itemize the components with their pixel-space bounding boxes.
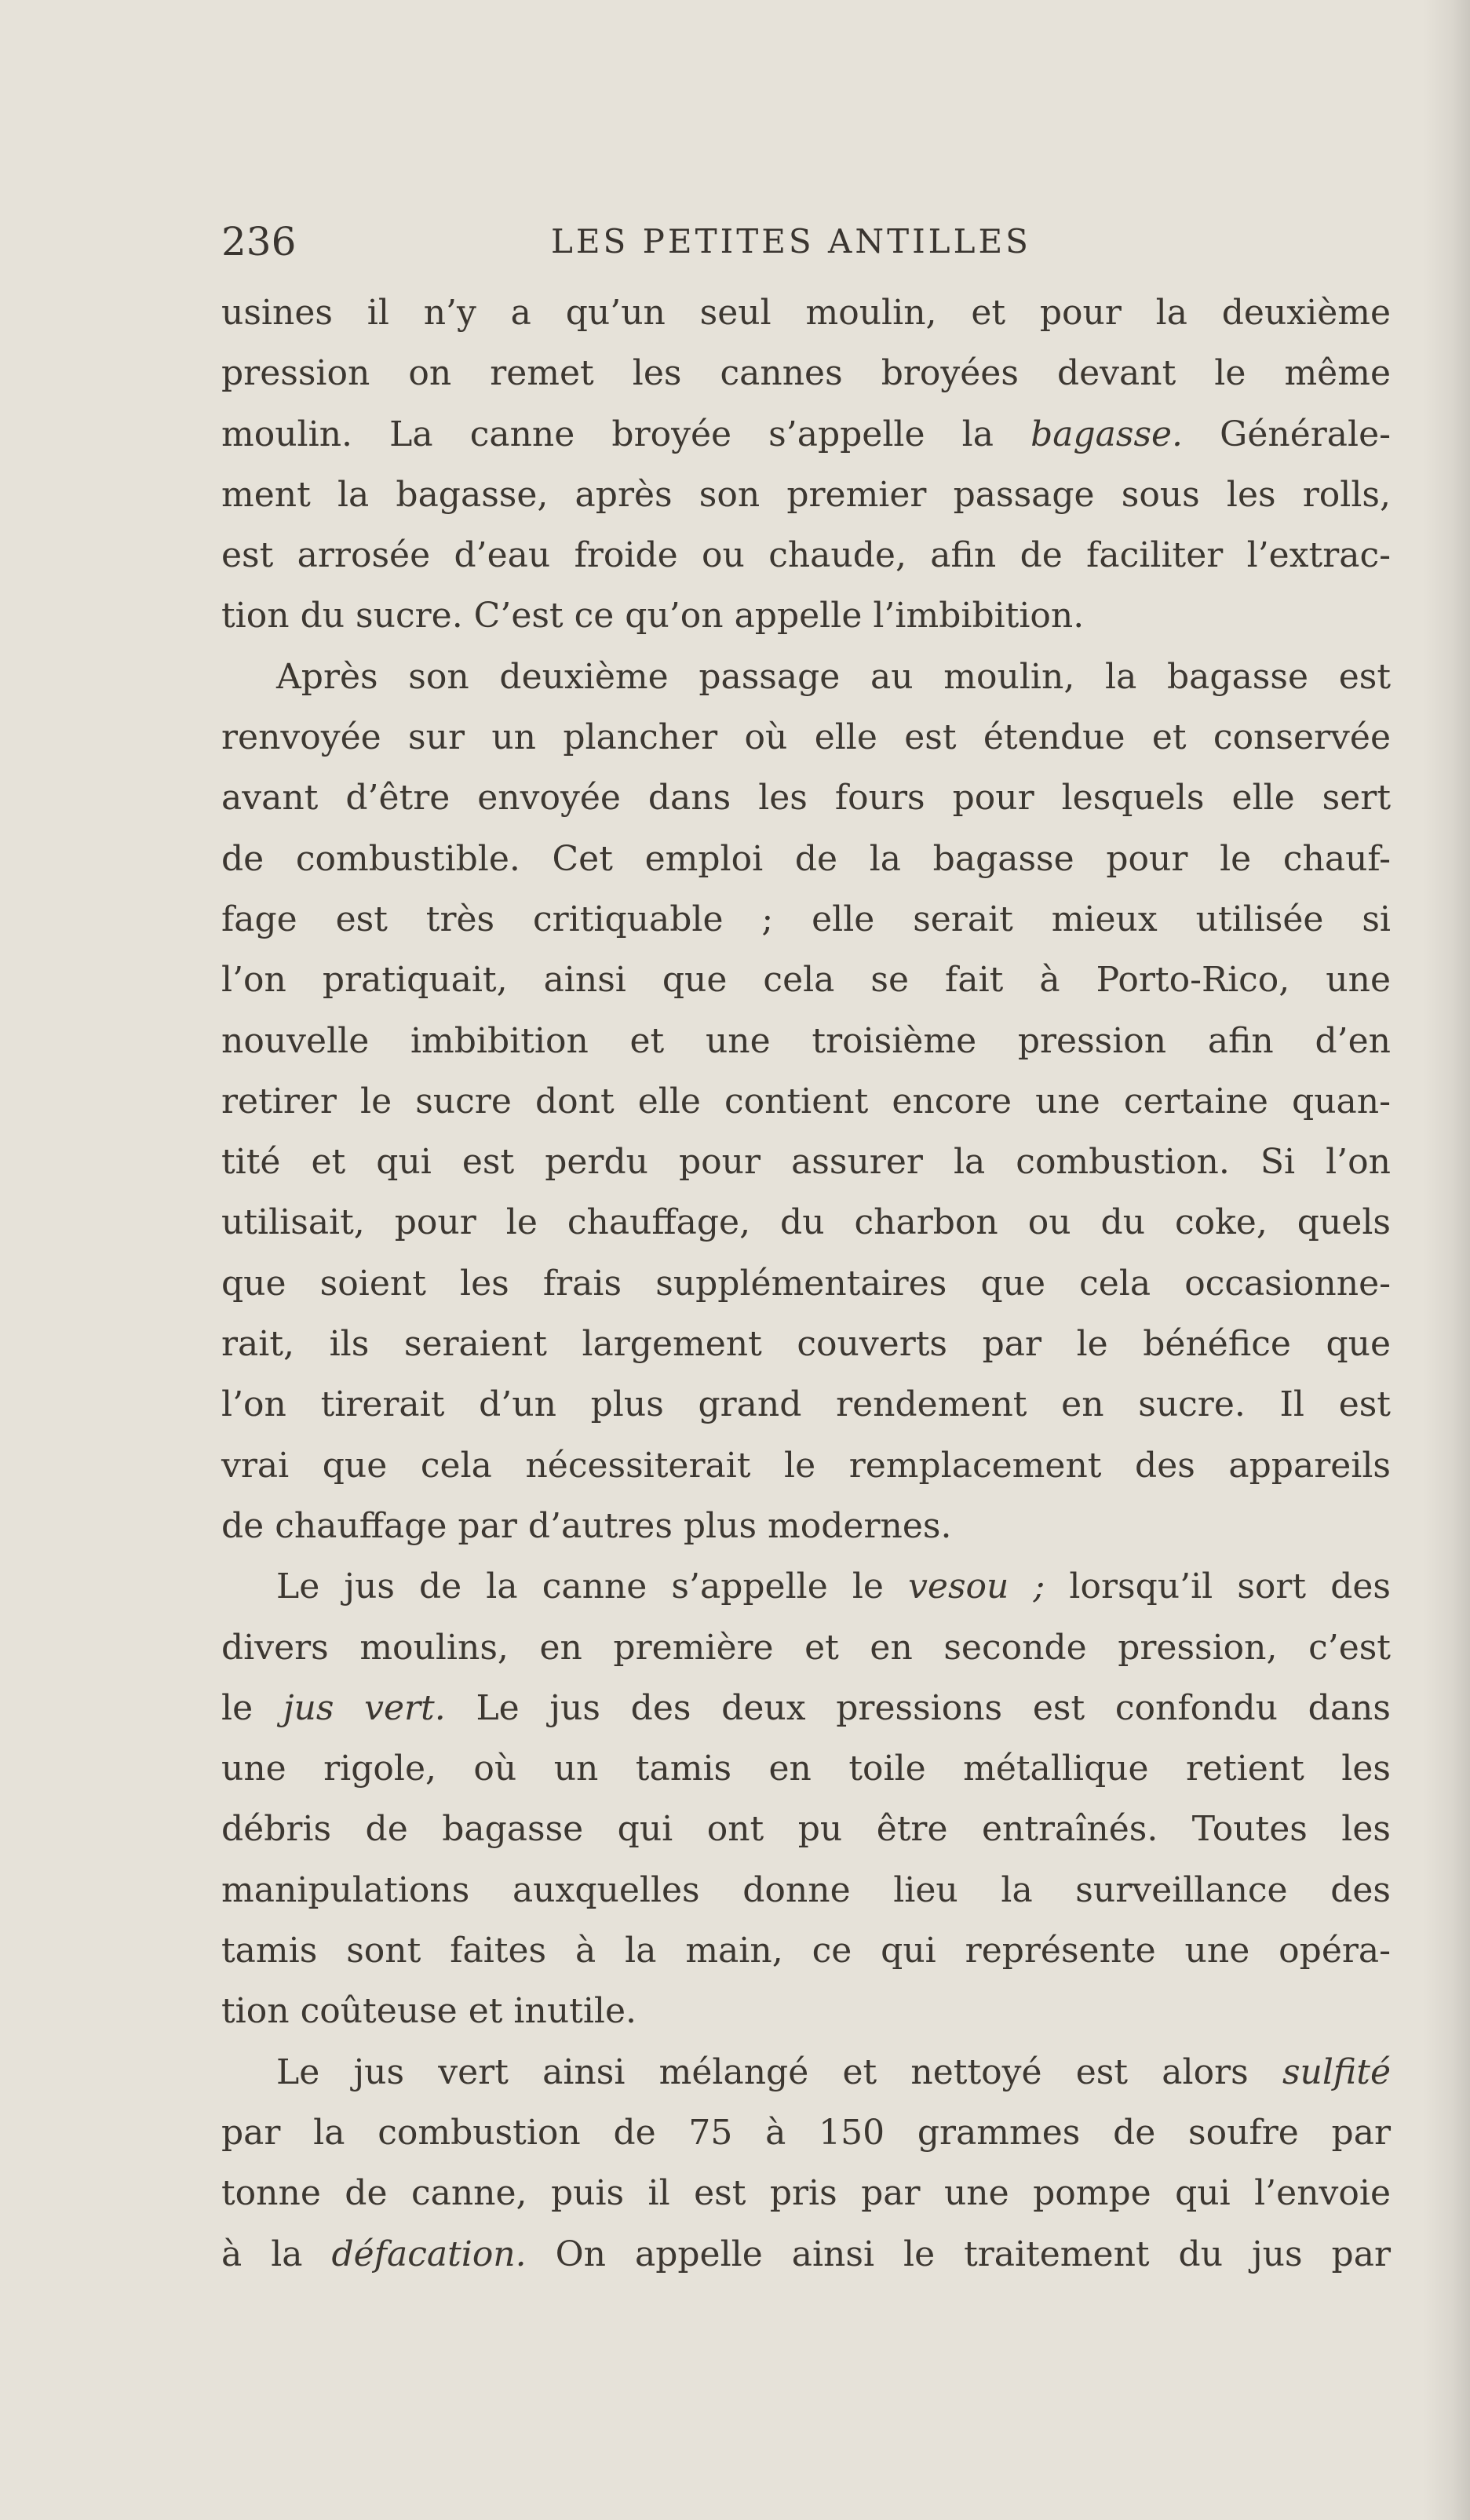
text-line: Le jus de la canne s’appelle le vesou ; lorsqu’il sort des [276, 1566, 1391, 1607]
text-line: avant d’être envoyée dans les fours pour lesquels elle sert [221, 778, 1391, 819]
text-line: pression on remet les cannes broyées devant le même [221, 353, 1391, 394]
text-line: Après son deuxième passage au moulin, la bagasse est [276, 656, 1391, 697]
text-line: de chauffage par d’autres plus modernes. [221, 1505, 952, 1546]
page-number: 236 [221, 219, 297, 264]
text-line: tité et qui est perdu pour assurer la combustion. Si l’on [221, 1142, 1391, 1183]
text-line: vrai que cela nécessiterait le remplacement des appareils [221, 1445, 1391, 1486]
text-line: moulin. La canne broyée s’appelle la bagasse. Générale- [221, 414, 1391, 454]
body-text [221, 283, 1391, 2285]
term-vesou: vesou ; [908, 1566, 1045, 1607]
term-sulfite: sulfité [1282, 2051, 1391, 2092]
text-line: usines il n’y a qu’un seul moulin, et pour la deuxième [221, 293, 1391, 333]
text-line: de combustible. Cet emploi de la bagasse pour le chauf- [221, 838, 1391, 879]
text-line: nouvelle imbibition et une troisième pression afin d’en [221, 1020, 1391, 1061]
text-line: tamis sont faites à la main, ce qui représente une opéra- [221, 1931, 1391, 1971]
text-line: Le jus vert ainsi mélangé et nettoyé est alors sulfité [276, 2051, 1391, 2092]
text-line: est arrosée d’eau froide ou chaude, afin de faciliter l’extrac- [221, 535, 1391, 576]
text-line: par la combustion de 75 à 150 grammes de soufre par [221, 2112, 1391, 2153]
text-line: l’on tirerait d’un plus grand rendement en sucre. Il est [221, 1384, 1391, 1425]
text-line: divers moulins, en première et en seconde pression, c’est [221, 1627, 1391, 1668]
text-line: fage est très critiquable ; elle serait mieux utilisée si [221, 899, 1391, 939]
text-line: débris de bagasse qui ont pu être entraînés. Toutes les [221, 1809, 1391, 1850]
text-line: une rigole, où un tamis en toile métallique retient les [221, 1749, 1391, 1789]
text-line: tion coûteuse et inutile. [221, 1991, 637, 2032]
text-line: rait, ils seraient largement couverts par le bénéfice que [221, 1324, 1391, 1365]
text-line: utilisait, pour le chauffage, du charbon ou du coke, quels [221, 1202, 1391, 1243]
text-line: l’on pratiquait, ainsi que cela se fait à Porto-Rico, une [221, 960, 1391, 1001]
text-line: tion du sucre. C’est ce qu’on appelle l’imbibition. [221, 596, 1085, 636]
page-header [221, 210, 1391, 273]
text-line: tonne de canne, puis il est pris par une pompe qui l’envoie [221, 2173, 1391, 2214]
running-title: LES PETITES ANTILLES [551, 222, 1031, 261]
term-bagasse: bagasse. [1030, 414, 1184, 454]
text-line: manipulations auxquelles donne lieu la surveillance des [221, 1869, 1391, 1910]
text-line: à la défacation. On appelle ainsi le traitement du jus par [221, 2234, 1391, 2274]
text-line: que soient les frais supplémentaires que cela occasionne- [221, 1263, 1391, 1304]
term-defacation: défacation. [331, 2234, 527, 2274]
text-line: ment la bagasse, après son premier passage sous les rolls, [221, 474, 1391, 515]
term-jus-vert: jus vert. [283, 1687, 446, 1728]
page-edge-shadow [1423, 0, 1470, 2520]
text-line: le jus vert. Le jus des deux pressions est confondu dans [221, 1687, 1391, 1728]
text-line: retirer le sucre dont elle contient encore une certaine quan- [221, 1081, 1391, 1121]
text-line: renvoyée sur un plancher où elle est étendue et conservée [221, 717, 1391, 758]
